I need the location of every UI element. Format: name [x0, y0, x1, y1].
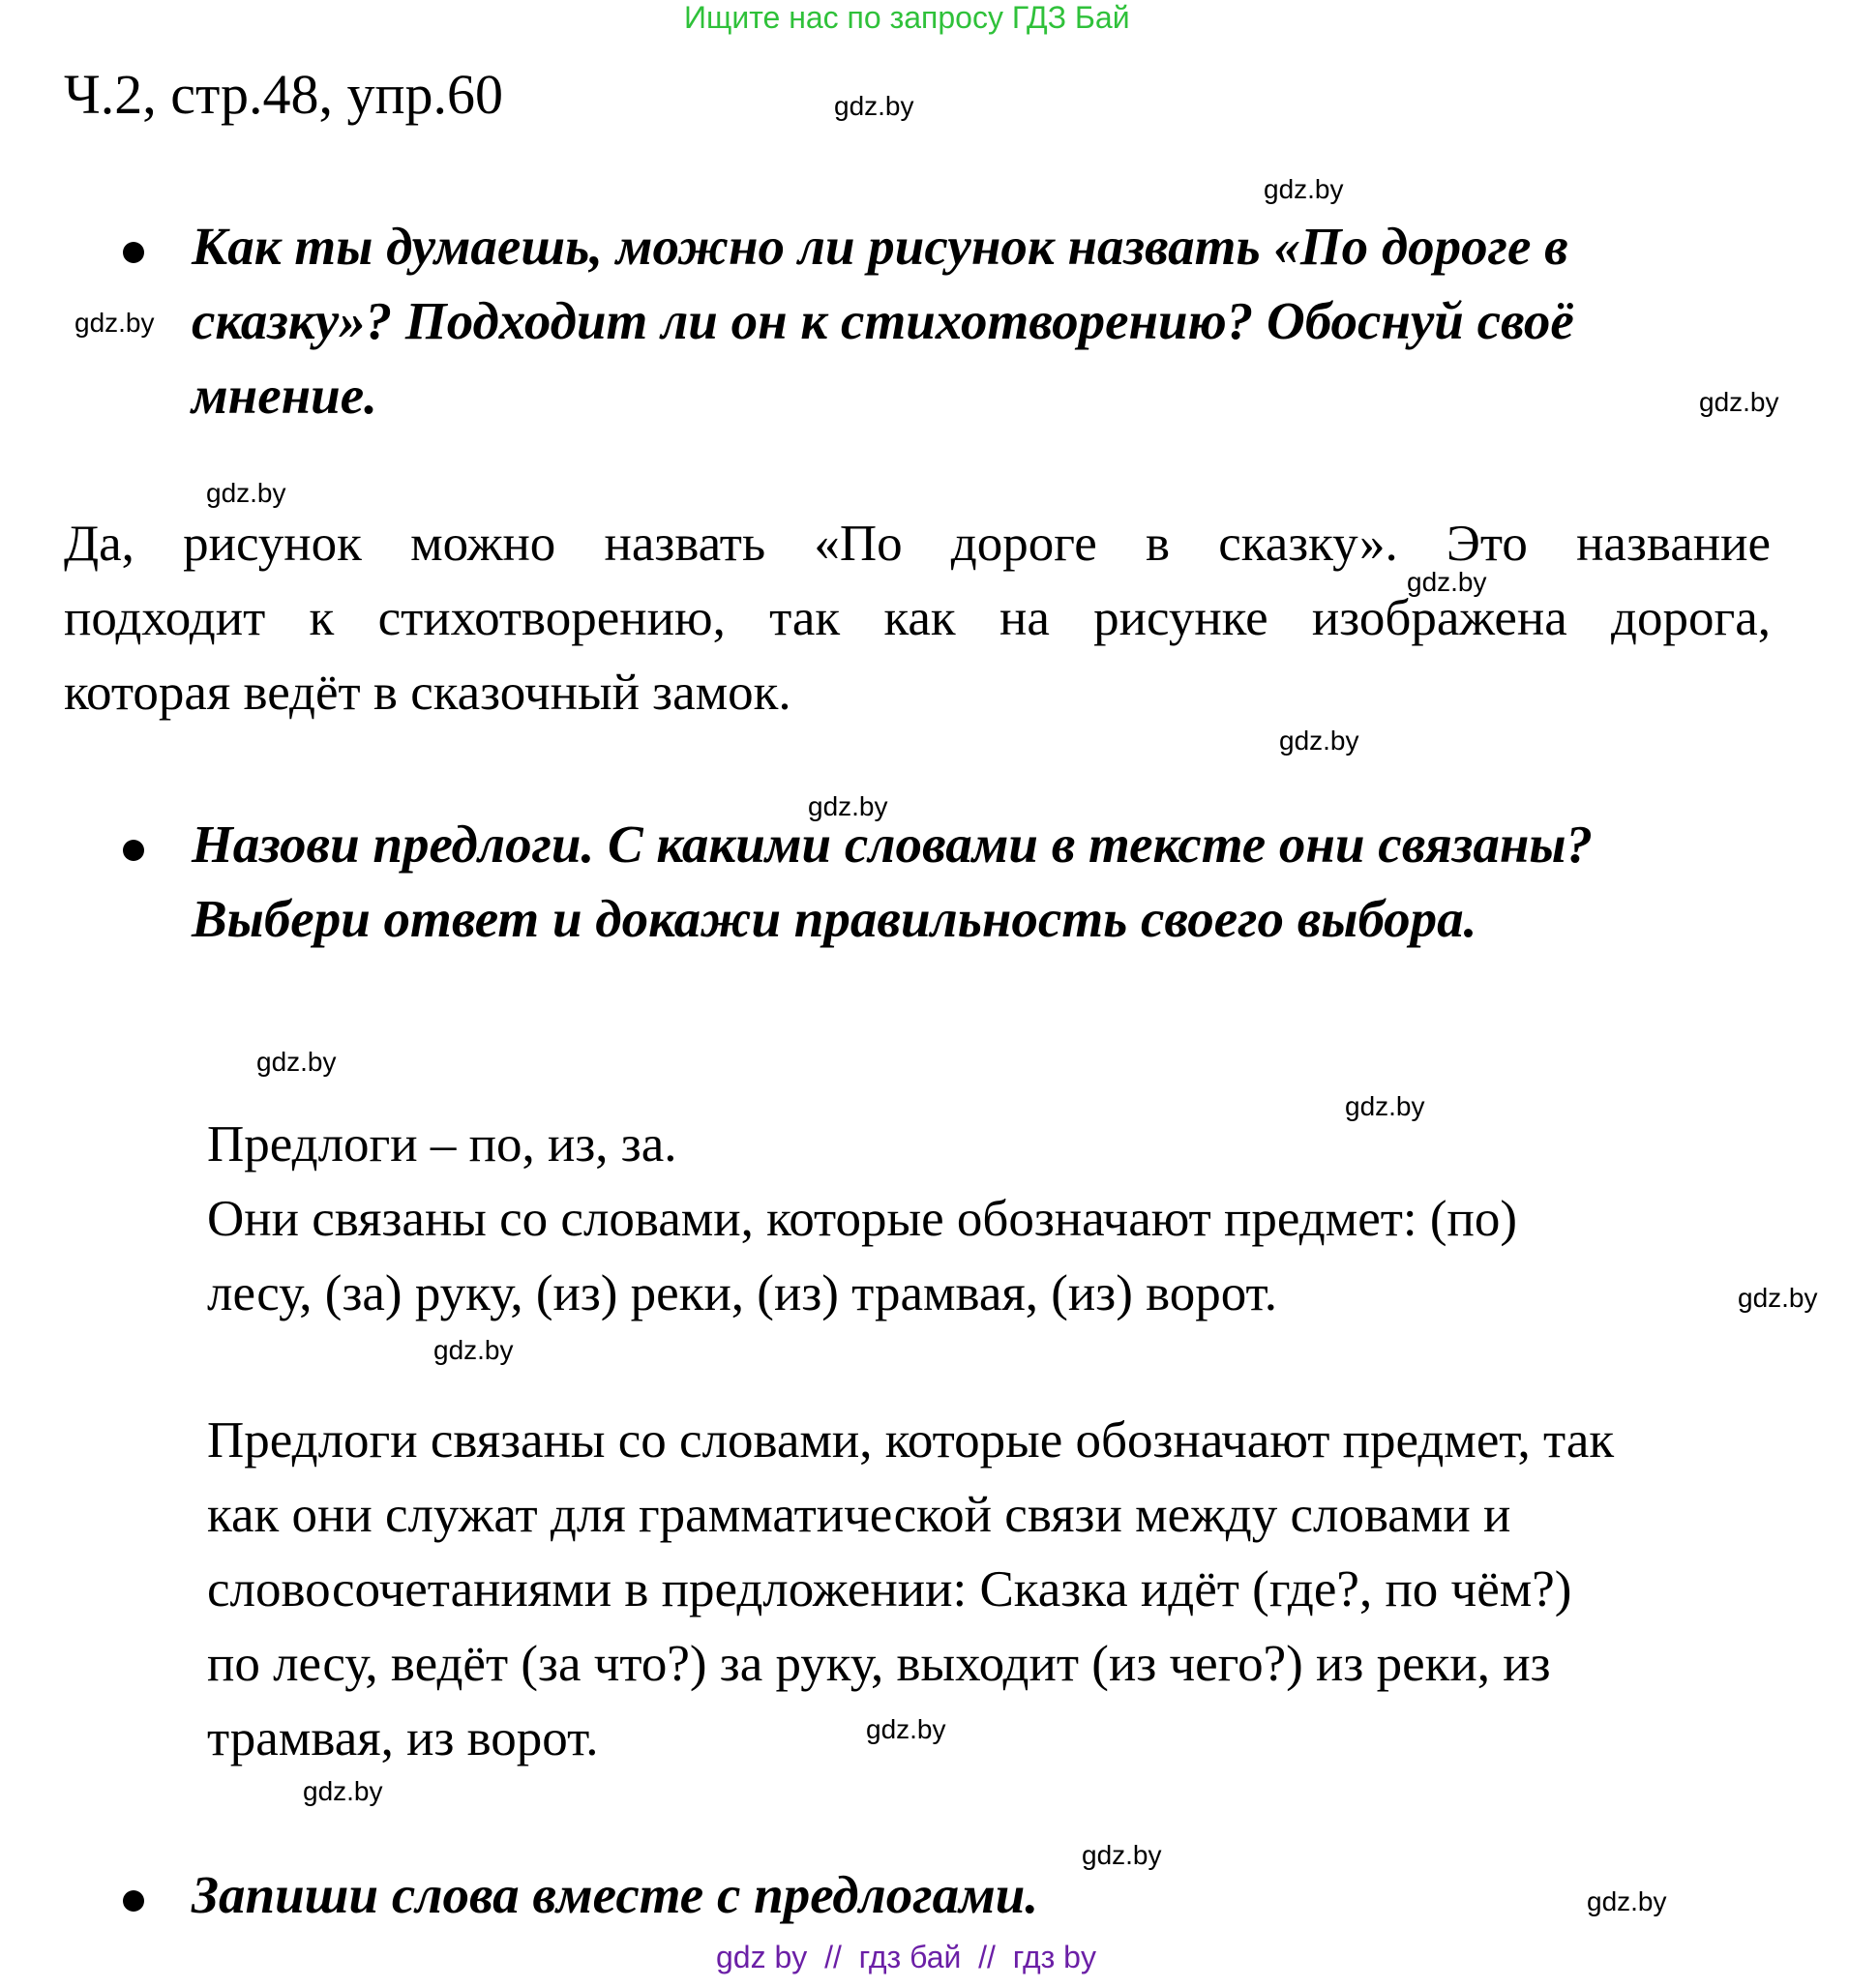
answer-3-line: как они служат для грамматической связи между словами и: [207, 1487, 1511, 1543]
question-3-line: Запиши слова вместе с предлогами.: [192, 1865, 1039, 1924]
watermark: gdz.by: [1082, 1840, 1162, 1870]
question-1-line: мнение.: [192, 366, 377, 425]
answer-2-line: Они связаны со словами, которые обозначают предмет: (по): [207, 1191, 1518, 1247]
bullet-icon: [123, 242, 144, 263]
watermark: gdz.by: [256, 1047, 337, 1077]
watermark: gdz.by: [1345, 1091, 1425, 1121]
watermark: gdz.by: [433, 1335, 514, 1365]
answer-2-line: Предлоги – по, из, за.: [207, 1116, 677, 1172]
answer-1-line: подходит к стихотворению, так как на рисунке изображена дорога,: [64, 590, 1771, 646]
question-2: [192, 807, 1771, 956]
footer-links: gdz by // гдз бай // гдз by: [716, 1940, 1096, 1974]
watermark: gdz.by: [866, 1714, 946, 1744]
watermark: gdz.by: [1264, 174, 1344, 204]
answer-3-line: словосочетаниями в предложении: Сказка идёт (где?, по чём?): [207, 1561, 1572, 1617]
watermark: gdz.by: [1407, 567, 1487, 597]
answer-3-line: по лесу, ведёт (за что?) за руку, выходит (из чего?) из реки, из: [207, 1636, 1551, 1692]
answer-2: [207, 1108, 1517, 1331]
question-1-line: сказку»? Подходит ли он к стихотворению? Обоснуй своё: [192, 291, 1574, 350]
question-1-line: Как ты думаешь, можно ли рисунок назвать «По дороге в: [192, 217, 1568, 276]
watermark: gdz.by: [303, 1776, 383, 1806]
watermark: gdz.by: [1738, 1283, 1818, 1313]
watermark: gdz.by: [834, 91, 914, 121]
bullet-icon: [123, 840, 144, 861]
watermark: gdz.by: [75, 308, 155, 338]
page-title: Ч.2, стр.48, упр.60: [64, 63, 504, 126]
watermark: gdz.by: [206, 478, 286, 508]
watermark: gdz.by: [1699, 387, 1779, 417]
answer-2-line: лесу, (за) руку, (из) реки, (из) трамвая, (из) ворот.: [207, 1265, 1277, 1321]
question-1: [192, 209, 1771, 432]
answer-1: [64, 507, 1771, 730]
watermark: gdz.by: [1587, 1886, 1667, 1916]
question-2-line: Назови предлоги. С какими словами в тексте они связаны?: [192, 815, 1594, 874]
question-3: [192, 1857, 1771, 1932]
bullet-icon: [123, 1890, 144, 1912]
answer-1-line: Да, рисунок можно назвать «По дороге в сказку». Это название: [64, 516, 1771, 572]
answer-3-line: трамвая, из ворот.: [207, 1710, 599, 1766]
top-banner: Ищите нас по запросу ГДЗ Бай: [684, 0, 1130, 35]
answer-3-line: Предлоги связаны со словами, которые обозначают предмет, так: [207, 1412, 1615, 1469]
answer-1-line: которая ведёт в сказочный замок.: [64, 665, 791, 721]
watermark: gdz.by: [808, 791, 888, 821]
question-2-line: Выбери ответ и докажи правильность своего выбора.: [192, 889, 1477, 948]
watermark: gdz.by: [1279, 726, 1359, 756]
